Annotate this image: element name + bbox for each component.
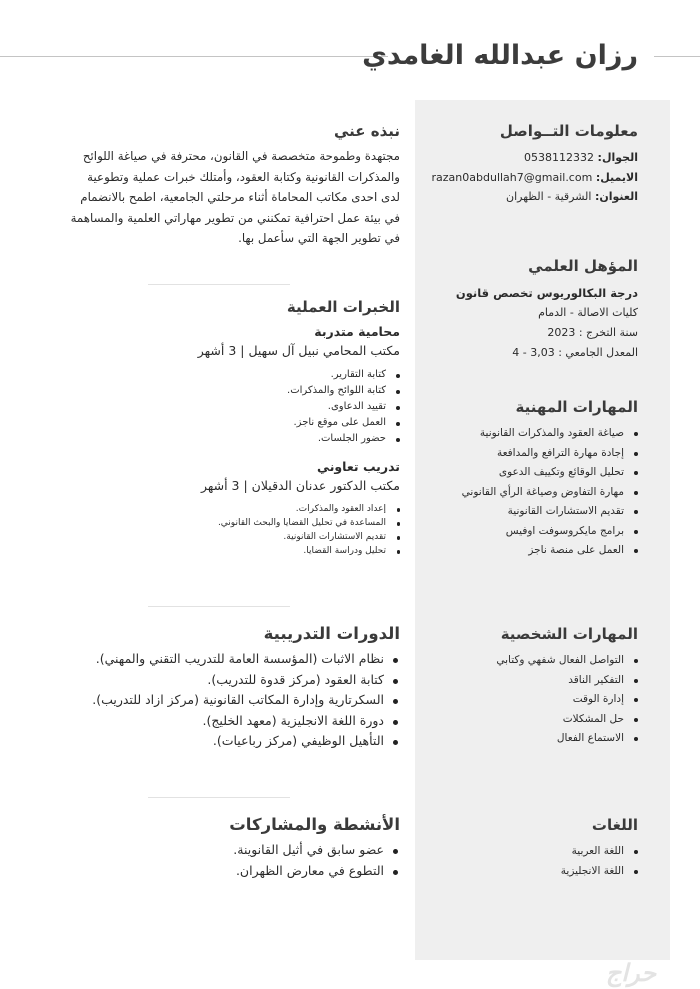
graduation-year: سنة التخرج : 2023 bbox=[547, 326, 638, 339]
languages-list bbox=[398, 842, 638, 881]
list-item: تقييد الدعاوى. bbox=[100, 399, 386, 415]
watermark-logo: حراج bbox=[605, 959, 657, 987]
list-item: تحليل ودراسة القضايا. bbox=[100, 544, 386, 558]
activities-list bbox=[140, 840, 400, 881]
languages-title: اللغات bbox=[591, 816, 638, 834]
header-divider-right bbox=[654, 56, 700, 57]
job-org: مكتب الدكتور عدنان الدقيلان | 3 أشهر bbox=[200, 478, 400, 493]
phone-label: الجوال: bbox=[597, 151, 638, 164]
degree: درجة البكالوريوس تخصص قانون bbox=[455, 286, 638, 300]
about-text: مجتهدة وطموحة متخصصة في القانون، محترفة في صياغة اللوائح والمذكرات القانونية وكتابة العقود، وأمتلك خبرات عملية وتطوعية لدى احدى مكاتب المحاماة أثناء مرحلتي الجامعية، اطمح بالانضمام في بيئة عمل احترافية تمكنني من تطوير مهاراتي العلمية والمساهمة في تطوير الجهة التي سأعمل بها. bbox=[70, 149, 400, 245]
email-label: الايميل: bbox=[595, 170, 638, 184]
email-line bbox=[398, 168, 638, 188]
job-org: مكتب المحامي نبيل آل سهيل | 3 أشهر bbox=[197, 343, 400, 358]
phone-line bbox=[398, 148, 638, 168]
list-item: التأهيل الوظيفي (مركز رباعيات). bbox=[20, 731, 384, 752]
job-tasks bbox=[100, 502, 400, 558]
education-section bbox=[398, 255, 638, 363]
list-item: دورة اللغة الانجليزية (معهد الخليج). bbox=[20, 711, 384, 732]
list-item: كتابة العقود (مركز قدوة للتدريب). bbox=[20, 670, 384, 691]
list-item: إدارة الوقت bbox=[398, 690, 624, 710]
activities-section bbox=[140, 814, 400, 881]
list-item: إجادة مهارة الترافع والمدافعة bbox=[398, 444, 624, 464]
list-item: حضور الجلسات. bbox=[100, 431, 386, 447]
list-item: كتابة التقارير. bbox=[100, 367, 386, 383]
courses-section bbox=[20, 623, 400, 752]
job-title: محامية متدربة bbox=[314, 324, 400, 339]
list-item: اللغة العربية bbox=[398, 842, 624, 862]
list-item: التطوع في معارض الظهران. bbox=[140, 861, 384, 882]
college: كليات الاصالة - الدمام bbox=[538, 306, 638, 319]
about-title: نبذه عني bbox=[333, 122, 400, 140]
professional-skills-section bbox=[398, 396, 638, 561]
section-divider bbox=[148, 797, 290, 798]
list-item: حل المشكلات bbox=[398, 710, 624, 730]
personal-skills-list bbox=[398, 651, 638, 749]
list-item: كتابة اللوائح والمذكرات. bbox=[100, 383, 386, 399]
list-item: اللغة الانجليزية bbox=[398, 862, 624, 882]
contact-title: معلومات التــواصل bbox=[499, 122, 638, 140]
experience-title: الخبرات العملية bbox=[286, 298, 400, 316]
job-title: تدريب تعاوني bbox=[317, 459, 400, 474]
personal-skills-title: المهارات الشخصية bbox=[500, 625, 638, 643]
contact-section bbox=[398, 120, 638, 207]
list-item: السكرتارية وإدارة المكاتب القانونية (مركز ازاد للتدريب). bbox=[20, 690, 384, 711]
section-divider bbox=[148, 606, 290, 607]
education-title: المؤهل العلمي bbox=[528, 257, 638, 275]
activities-title: الأنشطة والمشاركات bbox=[229, 815, 400, 834]
gpa: المعدل الجامعي : 3,03 - 4 bbox=[512, 346, 638, 359]
list-item: نظام الاثبات (المؤسسة العامة للتدريب التقني والمهني). bbox=[20, 649, 384, 670]
list-item: العمل على موقع ناجز. bbox=[100, 415, 386, 431]
section-divider bbox=[148, 284, 290, 285]
list-item: تقديم الاستشارات القانونية bbox=[398, 502, 624, 522]
header-divider-left bbox=[0, 56, 388, 57]
list-item: عضو سابق في أثيل القانوينة. bbox=[140, 840, 384, 861]
list-item: برامج مايكروسوفت اوفيس bbox=[398, 522, 624, 542]
experience-section bbox=[100, 296, 400, 558]
list-item: إعداد العقود والمذكرات. bbox=[100, 502, 386, 516]
list-item: تقديم الاستشارات القانونية. bbox=[100, 530, 386, 544]
languages-section bbox=[398, 814, 638, 881]
address-line bbox=[398, 187, 638, 207]
about-section bbox=[65, 120, 400, 249]
professional-skills-title: المهارات المهنية bbox=[515, 398, 638, 416]
list-item: التفكير الناقد bbox=[398, 671, 624, 691]
sidebar-panel bbox=[415, 100, 670, 960]
address-label: العنوان: bbox=[594, 190, 638, 203]
personal-skills-section bbox=[398, 623, 638, 749]
list-item: الاستماع الفعال bbox=[398, 729, 624, 749]
courses-list bbox=[20, 649, 400, 752]
address-value: الشرقية - الظهران bbox=[506, 190, 592, 203]
job-tasks bbox=[100, 367, 400, 447]
list-item: التواصل الفعال شفهي وكتابي bbox=[398, 651, 624, 671]
list-item: العمل على منصة ناجز bbox=[398, 541, 624, 561]
email-value: razan0abdullah7@gmail.com bbox=[431, 170, 593, 184]
professional-skills-list bbox=[398, 424, 638, 561]
list-item: تحليل الوقائع وتكييف الدعوى bbox=[398, 463, 624, 483]
candidate-name: رزان عبدالله الغامدي bbox=[362, 40, 638, 71]
courses-title: الدورات التدريبية bbox=[263, 624, 400, 643]
list-item: صياغة العقود والمذكرات القانونية bbox=[398, 424, 624, 444]
list-item: مهارة التفاوض وصياغة الرأي القانوني bbox=[398, 483, 624, 503]
list-item: المساعدة في تحليل القضايا والبحث القانوني. bbox=[100, 516, 386, 530]
phone-value: 0538112332 bbox=[524, 151, 595, 164]
